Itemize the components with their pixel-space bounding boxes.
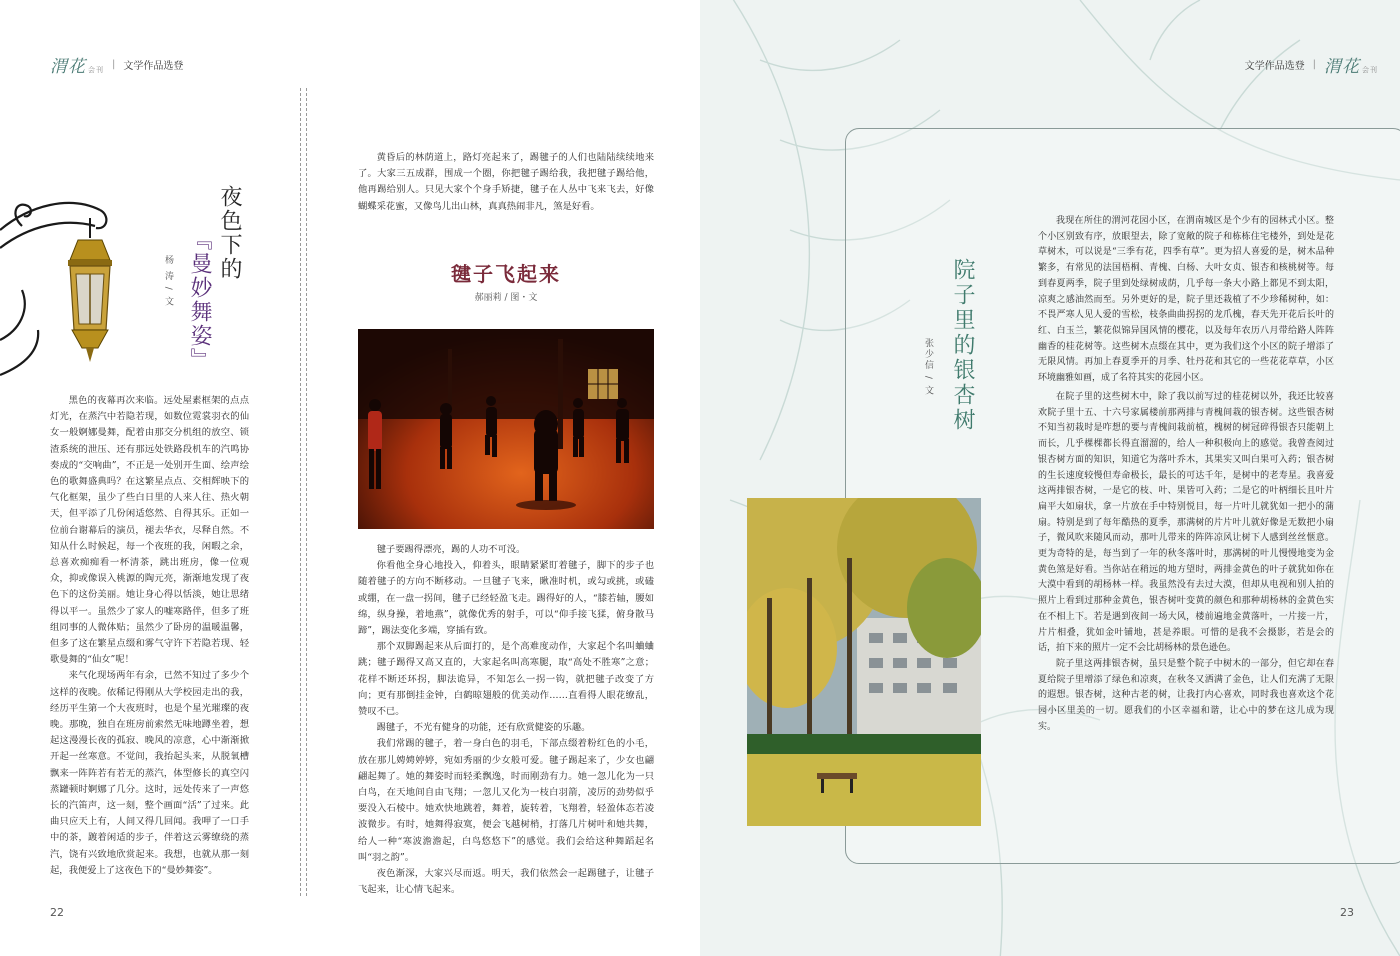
section-label: 文学作品选登 <box>123 61 184 72</box>
article1-paragraph: 来气化现场两年有余，已然不知过了多少个这样的夜晚。依稀记得刚从大学校园走出的我，经历平生第一个大夜班时，也是个星光璀璨的夜晚。那晚，独自在班房前索然无味地蹲坐着，想起这漫漫长夜的孤寂、晚风的凉意，心中渐渐掀开起一丝寒意。不觉间，我抬起头来，从脱氧槽飘来一阵阵若有若无的蒸汽，体型修长的真空闪蒸罐顿时婀娜了几分。这时，远处传来了一声悠长的汽笛声，这一刻，整个画面“活”了过来。此曲只应天上有，人间又得几回闻。我呷了一口手中的茶，踱着闲适的步子，伴着这云雾缭绕的蒸汽，饶有兴致地欣赏起来。我想，也就从那一刻起，我便爱上了这夜色下的“曼妙舞姿”。 <box>50 670 249 876</box>
article2-title: 毽子飞起来 <box>451 262 561 286</box>
section-label: 文学作品选登 <box>1244 61 1305 72</box>
header-separator: | <box>1312 59 1316 70</box>
right-header <box>1245 52 1378 77</box>
header-separator: | <box>112 59 116 70</box>
article1-paragraph: 黑色的夜幕再次来临。远处屋素框架的点点灯光，在蒸汽中若隐若现，如数位霓裳羽衣的仙女一般婀娜曼舞，配着由那交分机组的放空、锁渣系统的泄压、还有那远处铁路段机车的汽鸣协奏成的“交响曲”，不正是一处别开生面、绘声绘色的歌舞盛典吗？在这繁星点点、交相辉映下的气化框架，虽少了些白日里的人来人往、热火朝天，但平添了几份闲适悠然、自得其乐。正如一位前台谢幕后的演员，褪去华衣，尽释自然。不知从什么时候起，每一个夜班的我，闲暇之余，总喜欢痴痴看一杯清茶，跳出班房，像一位观众，抑或像误入桃源的陶元亮，渐渐地发现了夜色下的这份美丽。她让身心得以恬淡，她让思绪得以平一。虽然少了家人的嘘寒路伴，但多了班组同事的人微体贴；虽然少了卧房的温暖温馨，但多了这在繁星点缀和雾气守许下若隐若现、轻歌曼舞的“仙女”呢！ <box>50 395 249 666</box>
article2-author: 郝丽莉 / 图・文 <box>474 293 538 303</box>
article3-paragraph: 我现在所住的渭河花园小区，在渭南城区是个少有的园林式小区。整个小区别致有序，放眼望去，除了宽敞的院子和栋栋住宅楼外，到处是花草树木，可以说是“三季有花，四季有草”。更为招人喜爱的是，树木品种繁多，有常见的法国梧桐、青槐、白杨、大叶女贞、银杏和核桃树等。每到春夏两季，院子里到处绿树成荫，几乎每一条大小路上都见不到太阳，凉爽之感油然而至。另外更好的是，院子里还栽植了不少珍稀树种，如：不畏严寒人见人爱的雪松，枝条曲曲拐拐的龙爪槐，春天先开花后长叶的红、白玉兰，繁花似锦异国风情的樱花，以及每年农历八月带给路人阵阵幽香的桂花树等。这些树木点缀在其中，更为我们这个小区的院子增添了无限风情。再加上春夏季开的月季、牡丹花和其它的一些花花草草，小区环境幽雅如画，成了名符其实的花园小区。 <box>1038 216 1334 384</box>
article2-paragraph: 你看他全身心地投入，仰着头，眼睛紧紧盯着毽子，脚下的步子也随着毽子的方向不断移动。一旦毽子飞来，瞅准时机，或勾或挑，或磕或绷，在一盘一拐间，毽子已经轻盈飞走。踢得好的人，“膝若轴，腰如绵，纵身操，着地燕”，就像优秀的射手，可以“仰手接飞猱，俯身散马蹄”，踢法变化多端，穿插有致。 <box>358 560 654 637</box>
article3-paragraph: 在院子里的这些树木中，除了我以前写过的桂花树以外，我还比较喜欢院子里十五、十六号家属楼前那两排与青槐间栽的银杏树。这些银杏树不知当初栽时是咋想的要与青槐间栽前植，槐树的树冠碎得银杏只能朝上而长，几乎棵棵都长得直溜溜的，给人一种积极向上的感觉。我曾查阅过银杏树方面的知识，知道它为落叶乔木，其果实又叫白果可入药；银杏树的生长速度较慢但寿命极长，最长的可达千年，是树中的老寿星。我喜爱这两排银杏树，一是它的枝、叶、果皆可入药；二是它的叶柄细长且叶片扁平大如扇状，拿一片放在手中特别悦目，每一片叶儿就犹如一把小的蒲扇。特别是到了每年酷热的夏季，那满树的片片叶儿就好像是无数把小扇子，微风吹来随风而动，那叶儿带来的阵阵凉风让树下人感到丝丝惬意。更为奇特的是，每当到了一年的秋冬落叶时，那满树的叶儿慢慢地变为金黄色煞是好看。当你站在稍远的地方望时，两排金黄色的叶子就犹如你在大漠中看到的胡杨林一样。我虽然没有去过大漠，但却从电视和别人拍的照片上看到过那种金黄色，银杏树叶变黄的颜色和那种胡杨林的金黄色实在不相上下。若是遇到夜间一场大风，楼前遍地金黄落叶，一片接一片，片片相叠，犹如金叶铺地，甚是养眼。可惜的是我不会摄影，若是会的话，拍下来的照片一定不会比胡杨林的景色逊色。 <box>1038 392 1334 654</box>
article1-body <box>50 393 249 879</box>
article2-body <box>358 542 654 898</box>
article2-paragraph: 那个双脚踢起来从后面打的，是个高难度动作，大家起个名叫蛐蛐跳；毽子踢得又高又直的，大家起名叫高寒腿，取“高处不胜寒”之意；花样不断还环拐，脚法诡异，不知怎么一拐一钩，就把毽子改变了方向；更有那倒挂金钟，白鹤晾翅般的优美动作……直看得人眼花缭乱，赞叹不已。 <box>358 641 654 718</box>
article1-author: 杨 涛 / 文 <box>163 255 173 308</box>
article3-title: 院子里的银杏树 <box>950 258 975 433</box>
magazine-logo: 渭花 会刊 <box>50 57 104 77</box>
left-header <box>50 52 183 77</box>
column-divider <box>300 88 307 896</box>
magazine-logo: 渭花 会刊 <box>1324 57 1378 77</box>
article2-paragraph: 夜色渐深，大家兴尽而返。明天，我们依然会一起踢毽子，让毽子飞起来，让心情飞起来。 <box>358 868 654 896</box>
street-lamp-illustration <box>0 190 140 390</box>
article2-intro <box>358 150 654 215</box>
article3-author: 张少信 / 文 <box>923 338 933 397</box>
page-number-left: 22 <box>50 906 64 919</box>
page-number-right: 23 <box>1340 906 1354 919</box>
article3-paragraph: 院子里这两排银杏树，虽只是整个院子中树木的一部分，但它却在春夏给院子里增添了绿色和凉爽，在秋冬又洒满了金色，让人们充满了无限的遐想。银杏树，这种古老的树，让我打内心喜欢，同时我也喜欢这个花园小区里美的一切。愿我们的小区幸福和谐，让心中的梦在这儿成为现实。 <box>1038 658 1334 732</box>
article1-title-line2: 『曼妙舞姿』 <box>187 228 212 372</box>
article3-body <box>1038 390 1334 735</box>
article2-paragraph: 毽子要踢得漂亮，踢的人功不可没。 <box>376 544 526 555</box>
article2-paragraph: 踢毽子，不光有健身的功能，还有欣赏健姿的乐趣。 <box>376 722 591 734</box>
ginkgo-tree-photo <box>747 498 981 826</box>
article2-paragraph: 我们常踢的毽子，着一身白色的羽毛，下部点缀着粉红色的小毛，放在那儿娉娉婷婷，宛如秀丽的少女般可爱。毽子踢起来了，少女也翩翩起舞了。她的舞姿时而轻柔飘逸，时而刚劲有力。她一忽儿化为一只白鸟，在天地间自由飞翔；一忽儿又化为一枝白羽箭，凌厉的劲势似乎要没入石棱中。她欢快地跳着，舞着，旋转着，飞翔着，轻盈体态若凌波微步。有时，她舞得寂寞，便会飞越树梢，打落几片树叶和她共舞，给人一种“寒波澹澹起，白鸟悠悠下”的感觉。我们会给这种舞蹈起名叫“羽之韵”。 <box>358 738 654 863</box>
article2-intro-paragraph: 黄昏后的林荫道上，路灯亮起来了，踢毽子的人们也陆陆续续地来了。大家三五成群，围成一个圈，你把毽子踢给我，我把毽子踢给他，他再踢给别人。只见大家个个身手矫捷，毽子在人丛中飞来飞去，好像蝴蝶采花蜜，又像鸟儿出山林，真真热闹非凡，煞是好看。 <box>358 152 654 212</box>
article3-body-top <box>1038 214 1334 387</box>
article1-title-line1: 夜色下的 <box>217 185 242 281</box>
shuttlecock-night-photo <box>358 329 654 529</box>
